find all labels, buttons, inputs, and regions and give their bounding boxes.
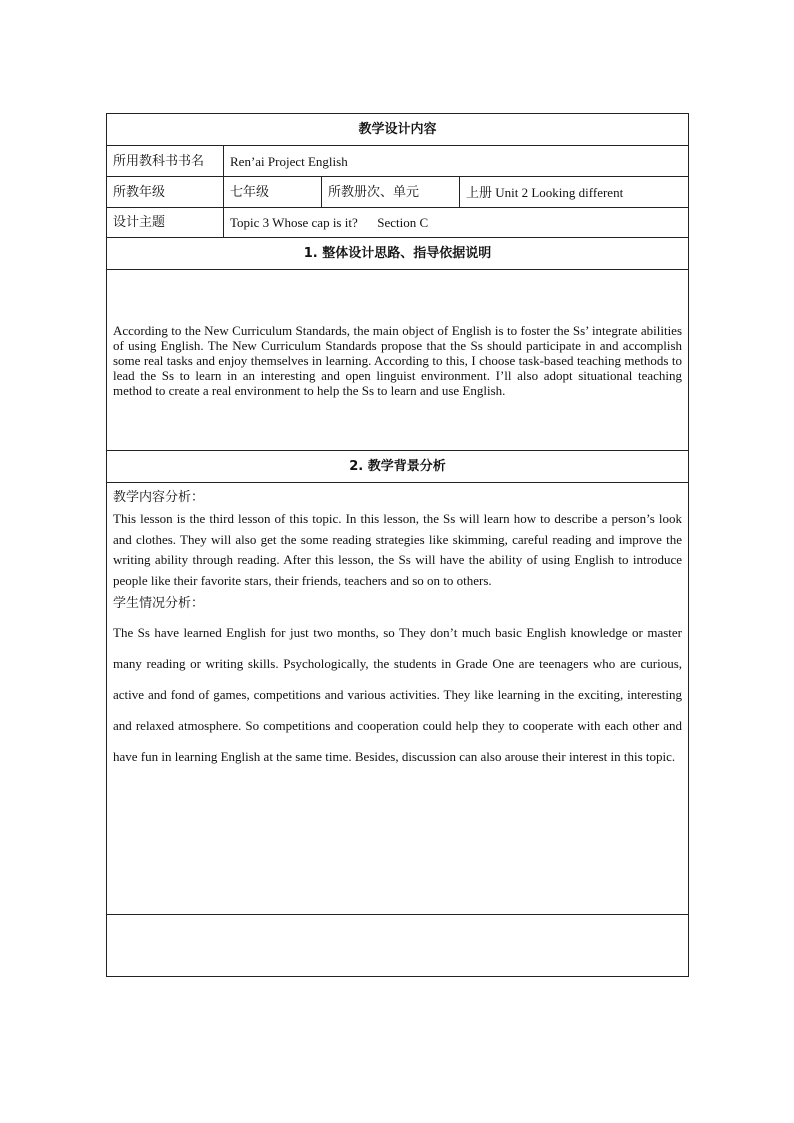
content-analysis-text: This lesson is the third lesson of this topic. In this lesson, the Ss will learn how to describe a person’s look and clothes. They will also get the some reading strategies like skimming, careful reading and improve the writing ability through reading. After this lesson, the Ss will have the ability of using English to introduce people like their favorite stars, their friends, teachers and so on to others. bbox=[113, 511, 683, 588]
section2-heading: 2. 教学背景分析 bbox=[107, 451, 689, 483]
section1-heading-row bbox=[107, 238, 689, 270]
textbook-label: 所用教科书书名 bbox=[107, 146, 224, 177]
theme-value: Topic 3 Whose cap is it? Section C bbox=[224, 208, 689, 238]
theme-label: 设计主题 bbox=[107, 208, 224, 238]
textbook-value: Ren’ai Project English bbox=[224, 146, 689, 177]
empty-row bbox=[107, 915, 689, 977]
section1-heading: 1. 整体设计思路、指导依据说明 bbox=[107, 238, 689, 270]
content-analysis-label: 教学内容分析： bbox=[113, 490, 205, 505]
section1-body-row bbox=[107, 270, 689, 451]
lesson-design-table bbox=[106, 113, 689, 977]
volume-value: 上册 Unit 2 Looking different bbox=[460, 177, 689, 208]
section1-text: According to the New Curriculum Standards, the main object of English is to foster the Ss’ integrate abilities of using English. The New Curriculum Standards propose that the Ss should participate in and accomplish some real tasks and enjoy themselves in learning. According to this, I choose task-based teaching methods to lead the Ss to learn in an interesting and open linguist environment. I’ll also adopt situational teaching method to create a real environment to help the Ss to learn and use English. bbox=[107, 270, 689, 451]
section2-heading-row bbox=[107, 451, 689, 483]
section2-body-row bbox=[107, 483, 689, 915]
student-analysis-text: The Ss have learned English for just two months, so They don’t much basic English knowledge or master many reading or writing skills. Psychologically, the students in Grade One are teenagers who are curious, active and fond of games, competitions and various activities. They like learning in the exciting, interesting and relaxed atmosphere. So competitions and cooperation could help they to cooperate with each other and have fun in learning English at the same time. Besides, discussion can also arouse their interest in this topic. bbox=[113, 625, 683, 764]
grade-value: 七年级 bbox=[224, 177, 322, 208]
background-analysis-cell bbox=[107, 483, 689, 915]
table-title: 教学设计内容 bbox=[107, 114, 689, 146]
volume-label: 所教册次、单元 bbox=[322, 177, 460, 208]
textbook-row bbox=[107, 146, 689, 177]
grade-row bbox=[107, 177, 689, 208]
student-analysis-label: 学生情况分析： bbox=[113, 596, 205, 611]
theme-row bbox=[107, 208, 689, 238]
empty-cell bbox=[107, 915, 689, 977]
title-row bbox=[107, 114, 689, 146]
grade-label: 所教年级 bbox=[107, 177, 224, 208]
